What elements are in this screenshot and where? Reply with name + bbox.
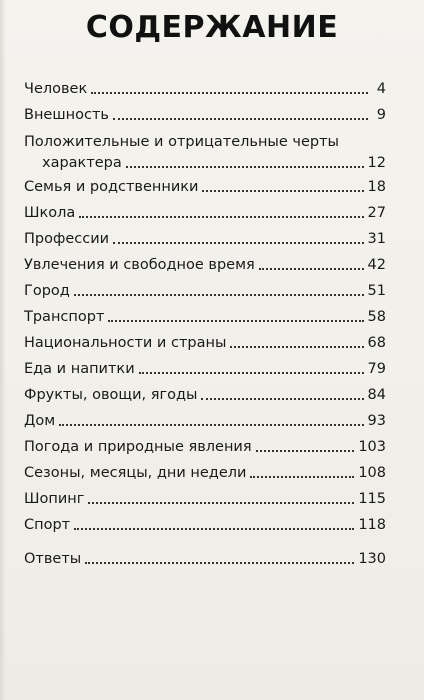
- toc-entry: [24, 282, 386, 300]
- toc-entry-label: Погода и природные явления: [24, 439, 252, 455]
- toc-entry: [24, 490, 386, 508]
- leader-dots: [74, 294, 364, 296]
- toc-entry: [24, 133, 386, 172]
- leader-dots: [74, 528, 354, 530]
- toc-entry-label: Фрукты, овощи, ягоды: [24, 387, 198, 403]
- leader-dots: [139, 372, 364, 374]
- toc-entry-label: Человек: [24, 81, 88, 97]
- toc-entry: [24, 412, 386, 430]
- toc-entry-label: Спорт: [24, 517, 71, 533]
- toc-entry: [24, 550, 386, 568]
- toc-entry: [24, 308, 386, 326]
- leader-dots: [59, 424, 363, 426]
- toc-entry-page: 108: [358, 465, 386, 481]
- leader-dots: [202, 190, 363, 192]
- toc-entry-page: 9: [376, 107, 386, 123]
- toc-entry-label: Сезоны, месяцы, дни недели: [24, 465, 247, 481]
- leader-dots: [113, 242, 363, 244]
- toc-entry: [24, 80, 386, 98]
- toc-entry-label: Увлечения и свободное время: [24, 257, 255, 273]
- leader-dots: [259, 268, 364, 270]
- leader-dots: [91, 92, 368, 94]
- leader-dots: [88, 502, 354, 504]
- leader-dots: [79, 216, 363, 218]
- toc-entry-page: 84: [367, 387, 386, 403]
- toc-entry-label: Школа: [24, 205, 76, 221]
- toc-entry-page: 51: [367, 283, 386, 299]
- toc-entry-page: 31: [367, 231, 386, 247]
- toc-entry: [24, 334, 386, 352]
- toc-entry-page: 68: [367, 335, 386, 351]
- toc-entry-label: Транспорт: [24, 309, 105, 325]
- leader-dots: [230, 346, 363, 348]
- toc-entry: [24, 360, 386, 378]
- leader-dots: [250, 476, 354, 478]
- leader-dots: [113, 118, 368, 120]
- toc-entry-label: Профессии: [24, 231, 110, 247]
- toc-entry-label: Национальности и страны: [24, 335, 227, 351]
- toc-entry-page: 118: [358, 517, 386, 533]
- toc-entry: [24, 256, 386, 274]
- toc-entry-label: Семья и родственники: [24, 179, 199, 195]
- toc-entry-label: Дом: [24, 413, 56, 429]
- page-title: СОДЕРЖАНИЕ: [85, 10, 339, 45]
- toc-entry: [24, 178, 386, 196]
- page-edge-shadow: [0, 0, 6, 700]
- leader-dots: [256, 450, 355, 452]
- toc-entry-label: Еда и напитки: [24, 361, 135, 377]
- toc-entry: [24, 230, 386, 248]
- toc-entry-label: Внешность: [24, 107, 109, 123]
- toc-entry-page: 79: [367, 361, 386, 377]
- toc-entry-label: Ответы: [24, 551, 82, 567]
- toc-entry-label: Город: [24, 283, 70, 299]
- toc-entry-page: 18: [367, 179, 386, 195]
- toc-entry-page: 103: [358, 439, 386, 455]
- toc-entry: [24, 386, 386, 404]
- toc-entry-page: 130: [358, 551, 386, 567]
- toc-entry-page: 93: [367, 413, 386, 429]
- toc-entry: [24, 464, 386, 482]
- toc-entry: [24, 438, 386, 456]
- toc-entry-label: характера: [42, 155, 122, 171]
- leader-dots: [108, 320, 363, 322]
- toc-entry-page: 4: [376, 81, 386, 97]
- leader-dots: [201, 398, 363, 400]
- toc-entry-page: 115: [358, 491, 386, 507]
- toc-entry: [24, 204, 386, 222]
- toc-entry-label: Шопинг: [24, 491, 85, 507]
- toc-entry: [24, 106, 386, 124]
- toc-entry-label-line1: Положительные и отрицательные черты: [24, 134, 339, 150]
- leader-dots: [126, 166, 364, 168]
- toc-entry-page: 58: [367, 309, 386, 325]
- toc-entry: [24, 516, 386, 534]
- toc-entry-page: 12: [367, 155, 386, 171]
- toc-entry-page: 42: [367, 257, 386, 273]
- leader-dots: [85, 562, 354, 564]
- toc-entry-page: 27: [367, 205, 386, 221]
